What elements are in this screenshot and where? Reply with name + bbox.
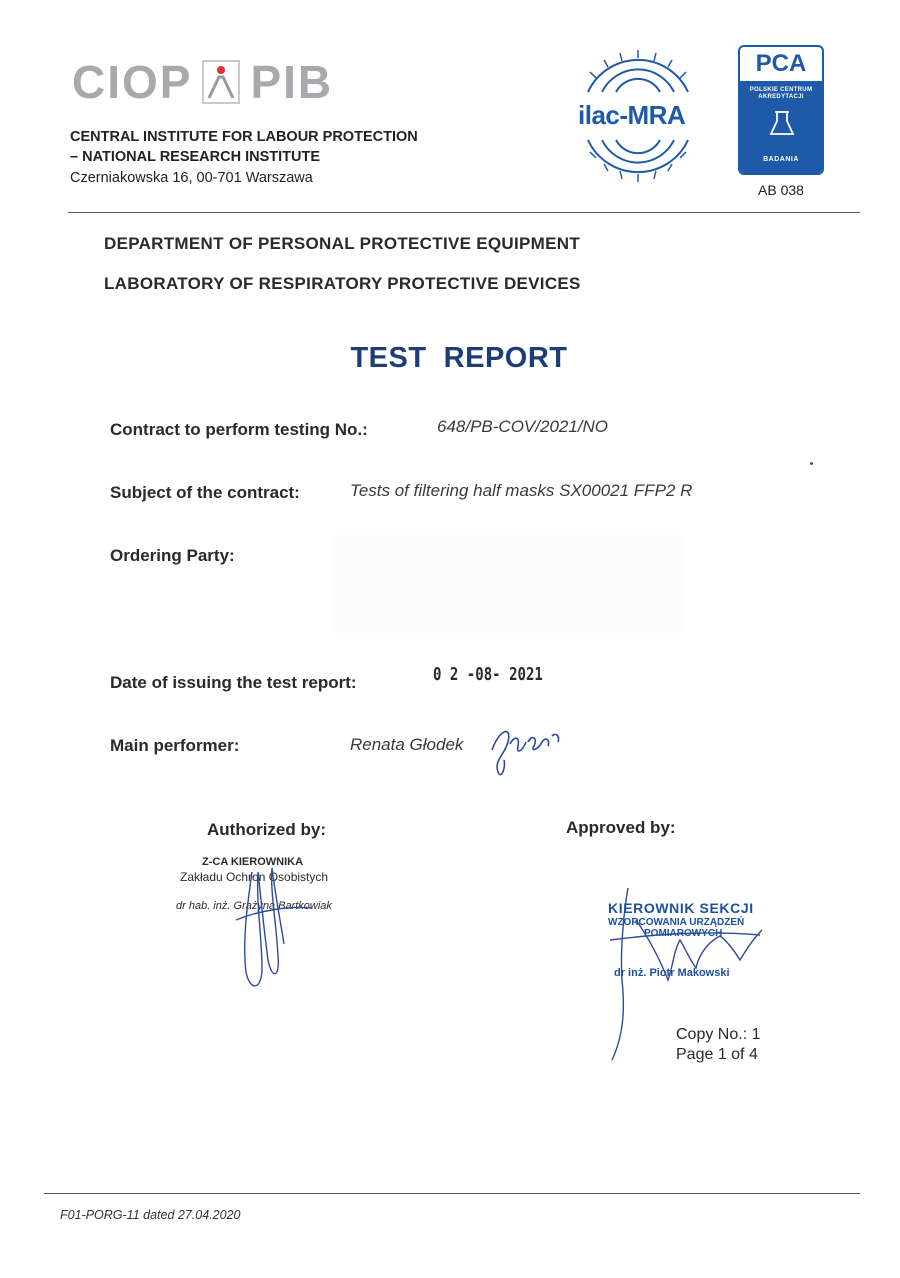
institute-address: Czerniakowska 16, 00-701 Warszawa bbox=[70, 170, 313, 186]
laboratory-heading: LABORATORY OF RESPIRATORY PROTECTIVE DEVICES bbox=[104, 274, 581, 293]
approver-stamp-unit-line1: WZORCOWANIA URZĄDZEŃ bbox=[608, 917, 745, 928]
main-performer-label: Main performer: bbox=[110, 736, 240, 755]
ordering-party-redacted bbox=[332, 535, 684, 633]
pca-accreditation-badge bbox=[738, 45, 824, 175]
scan-speck bbox=[810, 462, 813, 465]
approver-stamp-title: KIEROWNIK SEKCJI bbox=[608, 900, 754, 916]
pca-badania-label: BADANIA bbox=[763, 156, 799, 163]
approver-stamp-name: dr inż. Piotr Makowski bbox=[614, 967, 730, 979]
authorizer-stamp bbox=[176, 856, 332, 912]
main-performer-value: Renata Głodek bbox=[350, 735, 464, 754]
ilac-mra-text: ilac-MRA bbox=[578, 100, 686, 130]
pca-badge-body bbox=[740, 81, 822, 173]
authorizer-stamp-title: Z-CA KIEROWNIKA bbox=[202, 856, 304, 868]
approver-stamp bbox=[608, 900, 754, 979]
department-heading: DEPARTMENT OF PERSONAL PROTECTIVE EQUIPMENT bbox=[104, 234, 581, 253]
pca-subtitle-line2: AKREDYTACJI bbox=[758, 94, 804, 100]
copy-number: Copy No.: 1 bbox=[676, 1026, 761, 1043]
performer-signature bbox=[492, 732, 559, 775]
header-divider bbox=[68, 212, 860, 213]
subject-label: Subject of the contract: bbox=[110, 483, 300, 502]
accreditation-code: AB 038 bbox=[758, 182, 804, 198]
ilac-mra-seal bbox=[568, 48, 708, 184]
ordering-party-label: Ordering Party: bbox=[110, 546, 235, 565]
date-issued-label: Date of issuing the test report: bbox=[110, 673, 357, 692]
pca-subtitle-line1: POLSKIE CENTRUM bbox=[749, 87, 813, 93]
approved-by-label: Approved by: bbox=[566, 818, 676, 837]
page-number: Page 1 of 4 bbox=[676, 1046, 758, 1063]
footer-divider bbox=[44, 1193, 860, 1194]
pca-title: PCA bbox=[755, 50, 807, 77]
logo-right-text: PIB bbox=[250, 56, 334, 108]
date-issued-stamp: 0 2 -08- 2021 bbox=[433, 664, 543, 685]
ciop-figure-icon bbox=[202, 60, 240, 104]
contract-label: Contract to perform testing No.: bbox=[110, 420, 368, 439]
approver-stamp-unit-line2: POMIAROWYCH bbox=[644, 928, 723, 939]
logo-left-text: CIOP bbox=[72, 56, 193, 108]
authorizer-stamp-name: dr hab. inż. Grażyna Bartkowiak bbox=[176, 900, 332, 912]
institute-name-line2: – NATIONAL RESEARCH INSTITUTE bbox=[70, 149, 321, 165]
form-code: F01-PORG-11 dated 27.04.2020 bbox=[60, 1208, 241, 1222]
ciop-pib-logo bbox=[72, 55, 333, 109]
institute-name-line1: CENTRAL INSTITUTE FOR LABOUR PROTECTION bbox=[70, 129, 418, 145]
report-title: TEST REPORT bbox=[350, 342, 568, 374]
flask-icon bbox=[768, 109, 796, 139]
contract-value: 648/PB-COV/2021/NO bbox=[437, 417, 609, 436]
authorizer-stamp-unit: Zakładu Ochron Osobistych bbox=[180, 870, 329, 884]
authorized-by-label: Authorized by: bbox=[207, 820, 326, 839]
subject-value: Tests of filtering half masks SX00021 FFP2 R bbox=[350, 481, 693, 500]
